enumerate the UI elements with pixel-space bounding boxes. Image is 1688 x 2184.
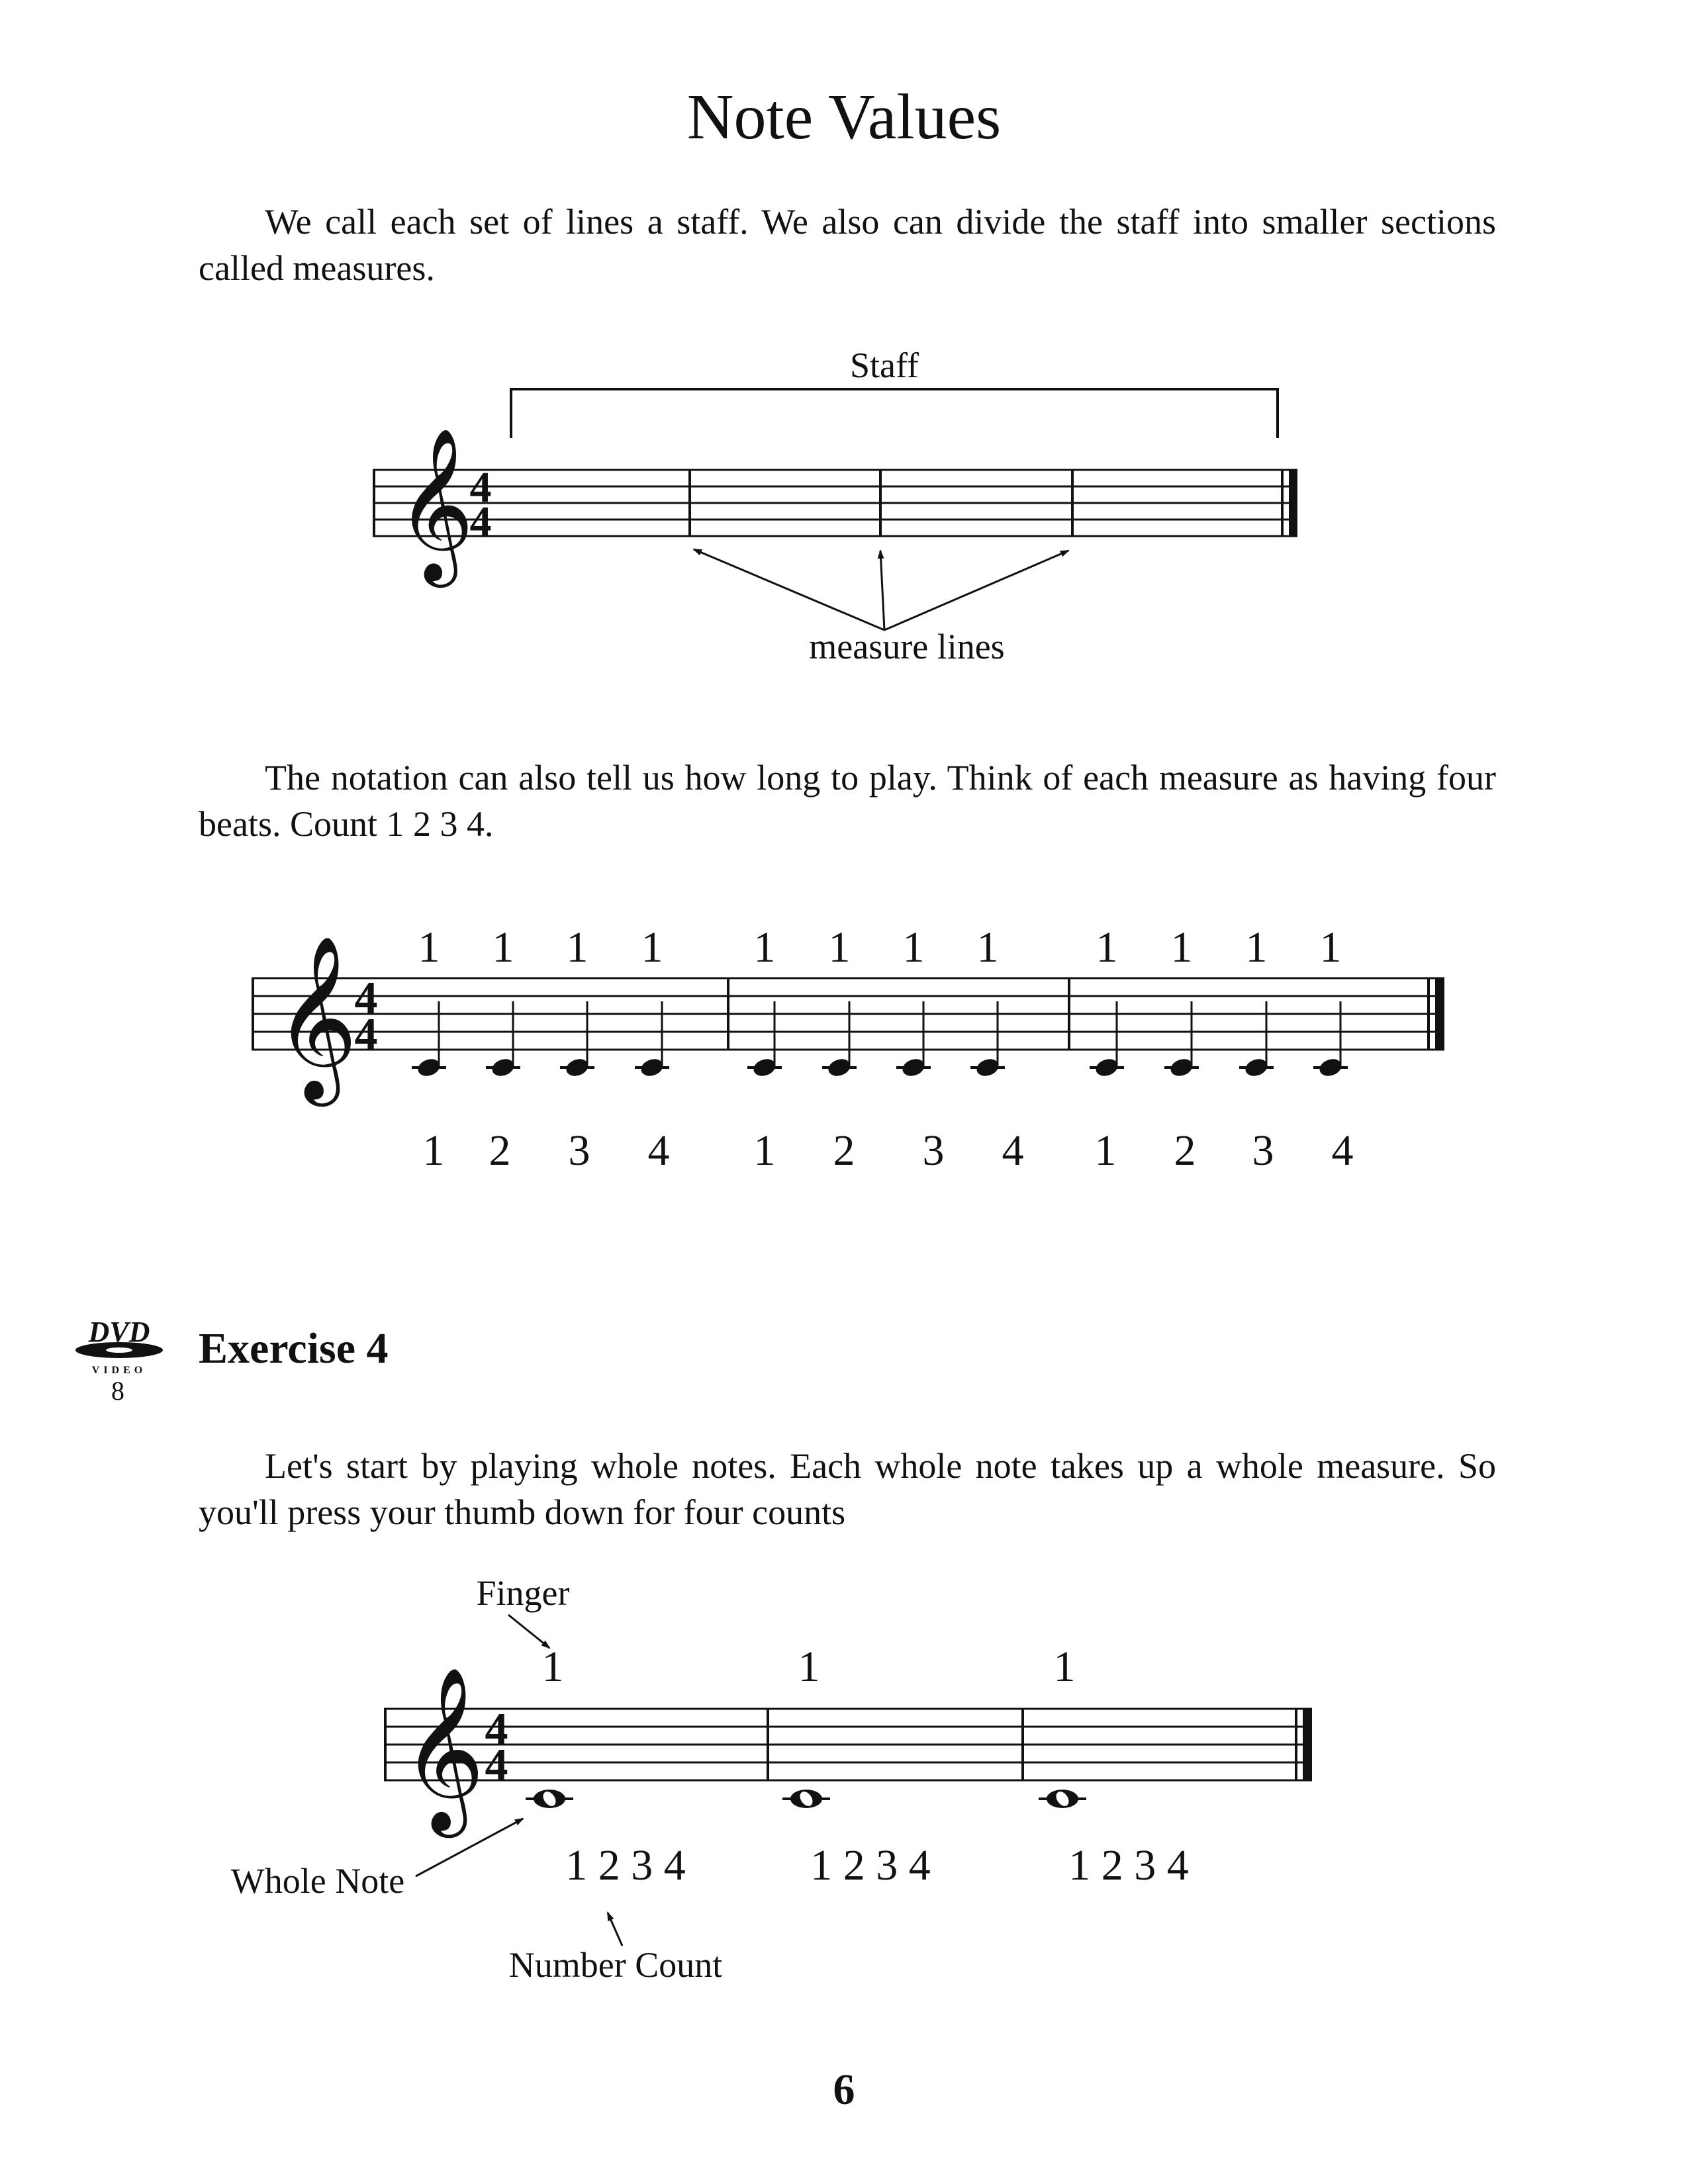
beat-count: 1 <box>1094 1126 1117 1175</box>
treble-clef-icon: 𝄞 <box>401 1671 485 1828</box>
beat-count: 4 <box>1331 1126 1354 1175</box>
dvd-video-text: VIDEO <box>91 1365 147 1376</box>
finger-number: 1 <box>641 923 663 972</box>
time-signature-top: 4 <box>485 1704 508 1755</box>
finger-number: 1 <box>902 923 925 972</box>
finger-number: 1 <box>1053 1643 1076 1691</box>
intro-paragraph <box>199 199 1496 291</box>
dvd-number: 8 <box>111 1376 124 1406</box>
staff-bracket <box>511 388 1278 438</box>
quarter-notes-diagram <box>0 900 1688 1198</box>
whole-note <box>1039 1790 1086 1809</box>
treble-clef-icon: 𝄞 <box>396 432 475 578</box>
finger-number: 1 <box>492 923 514 972</box>
finger-number: 1 <box>828 923 851 972</box>
treble-clef-icon: 𝄞 <box>274 940 358 1097</box>
notation-paragraph <box>199 754 1496 847</box>
beat-count: 3 <box>922 1126 945 1175</box>
whole-note <box>526 1790 573 1809</box>
measure-line-arrows <box>694 549 1068 630</box>
finger-number: 1 <box>976 923 999 972</box>
finger-number: 1 <box>1096 923 1118 972</box>
finger-number: 1 <box>1170 923 1193 972</box>
exercise-text: Let's start by playing whole notes. Each whole note takes up a whole measure. So you'll press your thumb down for four counts <box>199 1446 1496 1532</box>
finger-number: 1 <box>753 923 776 972</box>
beat-count: 2 <box>1174 1126 1196 1175</box>
whole-note <box>782 1790 830 1809</box>
dvd-logo-text: DVD <box>88 1316 150 1348</box>
exercise-heading: Exercise 4 <box>199 1324 389 1373</box>
beat-count: 1 2 3 4 <box>810 1841 931 1889</box>
staff-lines <box>384 1709 1312 1780</box>
finger-number: 1 <box>798 1643 820 1691</box>
staff-label: Staff <box>850 345 919 385</box>
exercise-paragraph <box>199 1443 1496 1535</box>
finger-number: 1 <box>1245 923 1268 972</box>
page-number: 6 <box>833 2066 855 2114</box>
beat-count: 1 <box>422 1126 445 1175</box>
whole-notes-diagram <box>0 1562 1688 1999</box>
number-count-arrow <box>608 1913 622 1946</box>
beat-count: 3 <box>568 1126 590 1175</box>
finger-label: Finger <box>476 1573 570 1613</box>
time-signature-top: 4 <box>469 463 492 512</box>
beat-count: 1 <box>753 1126 776 1175</box>
finger-number: 1 <box>566 923 588 972</box>
time-signature-bottom: 4 <box>485 1740 508 1791</box>
time-signature-top: 4 <box>354 973 378 1024</box>
time-signature-bottom: 4 <box>354 1009 378 1060</box>
beat-count: 3 <box>1252 1126 1274 1175</box>
number-count-label: Number Count <box>508 1945 723 1985</box>
measure-lines-label: measure lines <box>809 627 1005 666</box>
finger-number: 1 <box>418 923 440 972</box>
dvd-video-icon <box>66 1307 179 1406</box>
notation-text: The notation can also tell us how long to play. Think of each measure as having four beats. Count 1 2 3 4. <box>199 758 1496 844</box>
page-title: Note Values <box>686 81 1002 153</box>
finger-number: 1 <box>1319 923 1342 972</box>
staff-diagram <box>0 331 1688 675</box>
beat-count: 1 2 3 4 <box>1068 1841 1189 1889</box>
beat-count: 4 <box>647 1126 670 1175</box>
staff-lines <box>373 470 1297 536</box>
time-signature-bottom: 4 <box>469 498 492 546</box>
beat-count: 2 <box>489 1126 511 1175</box>
beat-count: 4 <box>1002 1126 1024 1175</box>
finger-number: 1 <box>541 1643 564 1691</box>
whole-note-label: Whole Note <box>230 1861 405 1901</box>
beat-count: 1 2 3 4 <box>565 1841 686 1889</box>
intro-text: We call each set of lines a staff. We also can divide the staff into smaller sections called measures. <box>199 202 1496 288</box>
beat-count: 2 <box>833 1126 855 1175</box>
